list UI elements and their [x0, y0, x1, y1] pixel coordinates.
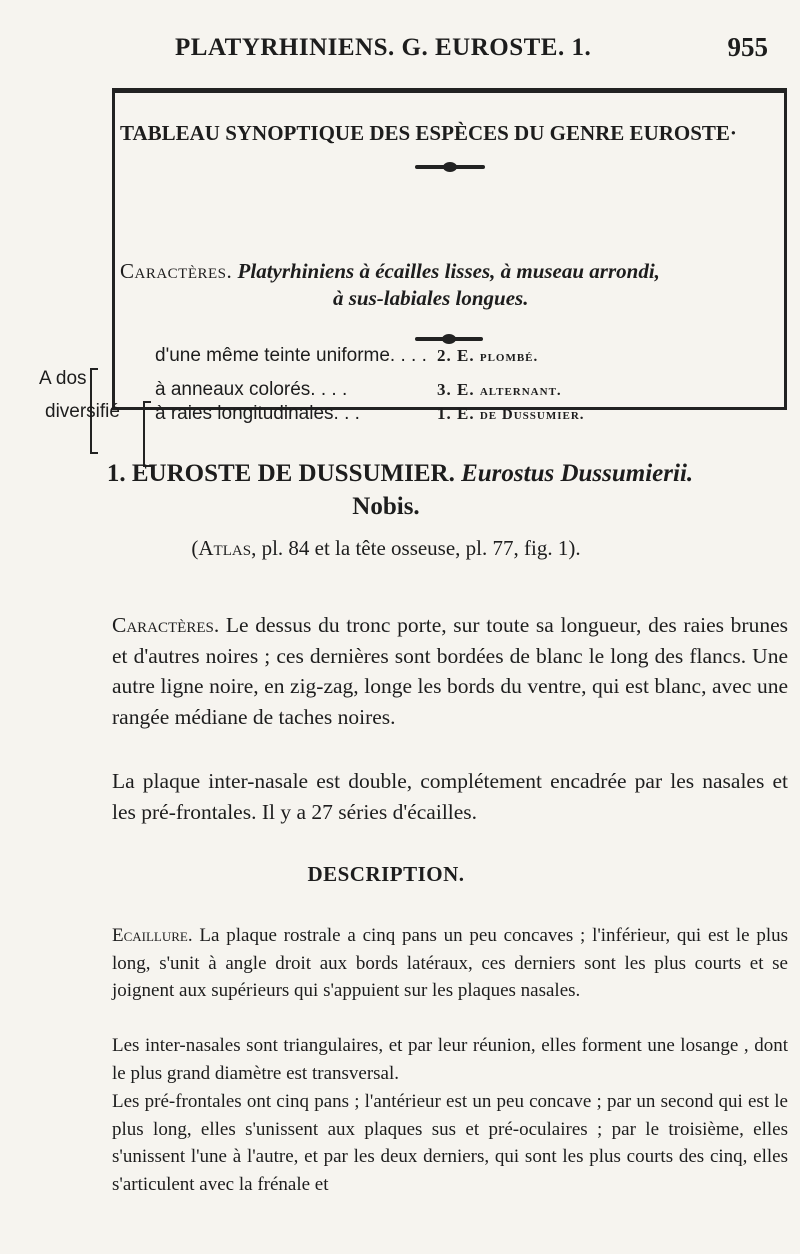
characters-paragraph-2: La plaque inter-nasale est double, complétement encadrée par les nasales et les pré-frontales. Il y a 27 séries d'écailles. [112, 769, 788, 824]
description-paragraph-3: Les pré-frontales ont cinq pans ; l'antérieur est un peu concave ; par un second qui est le plus long, elles s'unissent aux plaques sus et pré-oculaires ; par le troisième, elles s'unissent l'une à l'autre, et par les deux derniers, qui sont les plus courts des cinq, elles s'articulent avec la frénale et [112, 1091, 788, 1195]
characters-label: Caractères. [112, 613, 220, 637]
key-lead-diversifie: diversifié [45, 401, 120, 422]
description-paragraph-1: Ecaillure. La plaque rostrale a cinq pans un peu concaves ; l'inférieur, qui est le plus long, s'unit à angle droit aux bords latéraux, ces derniers sont les plus courts et se joignent aux supérieurs qui s'appuient sur les plaques nasales. [112, 925, 789, 1002]
ornamental-rule-top [415, 165, 485, 169]
page-number: 955 [727, 32, 768, 62]
species-heading: 1. EUROSTE DE DUSSUMIER. Eurostus Dussumierii. [106, 460, 694, 487]
brace-secondary [143, 401, 151, 467]
key-row-uniforme: d'une même teinte uniforme. . . . [155, 345, 427, 366]
characters-paragraph: Caractères. Le dessus du tronc porte, sur toute sa longueur, des raies brunes et d'autres noires ; ces dernières sont bordées de blanc le long des flancs. Une autre ligne noire, en zig-zag, longe les bords du ventre, qui est blanc, avec une rangée médiane de taches noires. [112, 613, 788, 729]
key-ref-alternant: 3. E. alternant. [437, 380, 562, 399]
description-paragraph-2: Les inter-nasales sont triangulaires, et par leur réunion, elles forment une losange , dont le plus grand diamètre est transversal. [112, 1035, 788, 1084]
table-characters-desc: Platyrhiniens à écailles lisses, à museau arrondi, [237, 259, 660, 283]
ecaillure-label: Ecaillure. [112, 925, 193, 946]
table-characters-label: Caractères. [120, 259, 233, 283]
page-header [0, 26, 800, 66]
key-row-anneaux: à anneaux colorés. . . . [155, 379, 348, 400]
table-characters-line [120, 259, 780, 284]
species-author: Nobis. [352, 493, 420, 520]
description-title: DESCRIPTION. [307, 862, 465, 886]
table-title: TABLEAU SYNOPTIQUE DES ESPÈCES DU GENRE EUROSTE· [120, 121, 737, 145]
key-row-raies: à raies longitudinales. . . [155, 403, 360, 424]
synoptic-table [39, 88, 787, 424]
running-head: PLATYRHINIENS. G. EUROSTE. 1. [175, 34, 592, 61]
atlas-reference: (Atlas, pl. 84 et la tête osseuse, pl. 77, fig. 1). [191, 536, 581, 560]
key-lead-a-dos: A dos [39, 368, 87, 389]
key-ref-dussumier: 1. E. de Dussumier. [437, 404, 585, 423]
ornamental-rule-middle [415, 337, 483, 341]
key-ref-plombe: 2. E. plombé. [437, 346, 539, 365]
table-characters-desc-2: à sus-labiales longues. [333, 286, 529, 310]
